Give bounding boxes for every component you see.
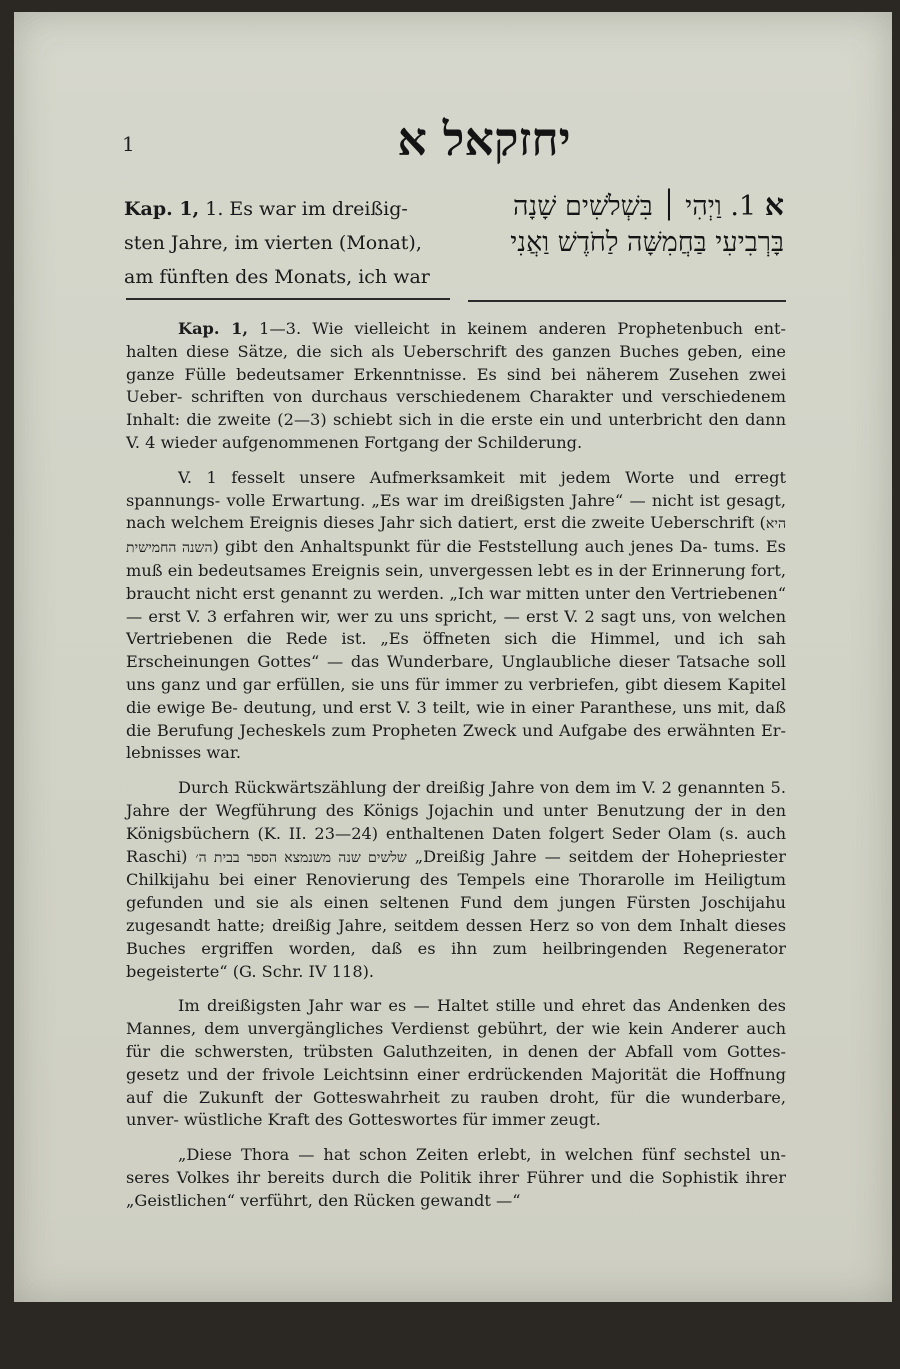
commentary-chapter-label: Kap. 1,	[178, 319, 249, 338]
hebrew-verse	[454, 188, 784, 261]
commentary-paragraph	[126, 467, 786, 765]
commentary-text: V. 1 fesselt unsere Aufmerksamkeit mit jedem Worte und erregt spannungs- volle Erwartung. „Es war im dreißigsten Jahre“ — nicht ist gesagt, nach welchem Ereignis dieses Jahr sich datiert, erst die zweite Ueberschrift (	[126, 467, 786, 533]
commentary-text: Durch Rückwärtszählung der dreißig Jahre von dem im V. 2 genannten 5. Jahre der Wegführung des Königs Jojachin und unter Benutzung der in den Königsbüchern (K. II. 23—24) enthaltenen Daten folgert Seder Olam (s. auch Raschi)	[126, 778, 786, 866]
hebrew-quote: שלשים שנה משנמצא הספר בבית ה׳	[195, 849, 407, 866]
german-verse-text: 1. Es war im dreißig- sten Jahre, im vierten (Monat), am fünften des Monats, ich war	[124, 198, 430, 288]
divider-rule-right	[468, 300, 786, 302]
commentary-text: ) gibt den Anhaltspunkt für die Feststellung auch jenes Da- tums. Es muß ein bedeutsames Ereignis sein, unvergessen lebt es in der Erinnerung fort, braucht nicht erst genannt zu werden. „Ich war mitten unter den Vertriebenen“ — erst V. 3 erfahren wir, wer zu uns spricht, — erst V. 2 sagt uns, von welchen Vertriebenen die Rede ist. „Es öffneten sich die Himmel, und ich sah Erscheinungen Gottes“ — das Wunderbare, Unglaubliche dieser Tatsache soll uns ganz und gar erfüllen, sie uns für immer zu verbriefen, gibt diesem Kapitel die ewige Be- deutung, und erst V. 3 teilt, wie in einer Paranthese, uns mit, daß die Berufung Jecheskels zum Propheten Zweck und Aufgabe des erwähnten Er- lebnisses war.	[126, 537, 786, 763]
commentary	[126, 318, 786, 1224]
commentary-text: „Dreißig Jahre — seitdem der Hohepriester Chilkijahu bei einer Renovierung des Tempels eine Thorarolle im Heiligtum gefunden und sie als einen seltenen Fund dem jungen Fürsten Joschijahu zugesandt hatte; dreißig Jahre, seitdem dessen Herz so von dem Inhalt dieses Buches ergriffen worden, daß es ihn zum heilbringenden Regenerator begeisterte“ (G. Schr. IV 118).	[126, 846, 786, 981]
hebrew-verse-text: 1. וַיְהִי ׀ בִּשְׁלֹשִׁים שָׁנָה בָּרְבִיעִי בַּחֲמִשָּׁה לַחֹדֶשׁ וַאֲנִי	[510, 191, 784, 258]
book-page	[14, 12, 892, 1302]
hebrew-chapter-letter: א	[764, 188, 784, 223]
commentary-paragraph	[126, 777, 786, 983]
hebrew-quote: היא השנה החמישית	[126, 516, 786, 557]
commentary-paragraph: Im dreißigsten Jahr war es — Haltet stille und ehret das Andenken des Mannes, dem unvergängliches Verdienst gebührt, der wie kein Anderer auch für die schwersten, trübsten Galuthzeiten, in denen der Abfall vom Gottes- gesetz und der frivole Leichtsinn einer erdrückenden Majorität die Hoffnung auf die Zukunft der Gotteswahrheit zu rauben droht, für die wunderbare, unver- wüstliche Kraft des Gotteswortes für immer zeugt.	[126, 996, 786, 1130]
commentary-paragraph: „Diese Thora — hat schon Zeiten erlebt, in welchen fünf sechstel un- seres Volkes ihr bereits durch die Politik ihrer Führer und die Sophistik ihrer „Geistlichen“ verführt, den Rücken gewandt —“	[126, 1145, 786, 1210]
verse-block	[124, 188, 784, 292]
chapter-label: Kap. 1,	[124, 198, 200, 220]
running-head: יחזקאל א	[397, 112, 571, 166]
page-number: 1	[122, 132, 135, 156]
commentary-paragraph	[126, 318, 786, 455]
german-translation	[124, 192, 454, 294]
commentary-text: 1—3. Wie vielleicht in keinem anderen Prophetenbuch ent- halten diese Sätze, die sich als Ueberschrift des ganzen Buches geben, eine ganze Fülle bedeutsamer Erkenntnisse. Es sind bei näherem Zusehen zwei Ueber- schriften von durchaus verschiedenem Charakter und verschiedenem Inhalt: die zweite (2—3) schiebt sich in die erste ein und unterbricht den dann V. 4 wieder aufgenommenen Fortgang der Schilderung.	[126, 319, 787, 452]
divider-rule-left	[126, 298, 450, 300]
